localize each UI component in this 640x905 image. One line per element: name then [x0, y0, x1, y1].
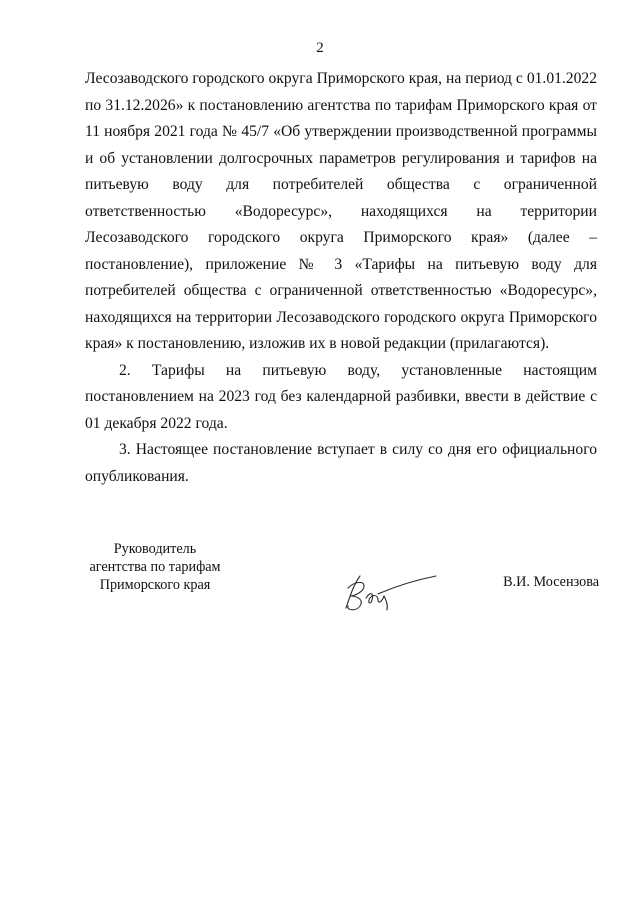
signer-title-line-3: Приморского края — [99, 577, 211, 593]
handwritten-signature — [338, 566, 438, 616]
signer-title-line-2: агентства по тарифам — [89, 559, 221, 575]
paragraph-item-3: 3. Настоящее постановление вступает в силу со дня его официального опубликования. — [85, 441, 597, 485]
signer-title-line-1: Руководитель — [113, 541, 197, 557]
signer-title — [80, 540, 230, 594]
document-body — [85, 66, 597, 490]
paragraph-continuation: Лесозаводского городского округа Приморского края, на период с 01.01.2022 по 31.12.2026» к постановлению агентства по тарифам Приморского края от 11 ноября 2021 года № 45/7 «Об утверждении производственной программы и об установлении долгосрочных параметров регулирования и тарифов на питьевую воду для потребителей общества с ограниченной ответственностью «Водоресурс», находящихся на территории Лесозаводского городского округа Приморского края» (далее – постановление), приложение № 3 «Тарифы на питьевую воду для потребителей общества с ограниченной ответственностью «Водоресурс», находящихся на территории Лесозаводского городского округа Приморского края» к постановлению, изложив их в новой редакции (прилагаются). — [85, 70, 597, 352]
signer-name: В.И. Мосензова — [503, 574, 599, 590]
page-number: 2 — [316, 40, 324, 56]
paragraph-item-2: 2. Тарифы на питьевую воду, установленные настоящим постановлением на 2023 год без календарной разбивки, ввести в действие с 01 декабря 2022 года. — [85, 361, 597, 432]
